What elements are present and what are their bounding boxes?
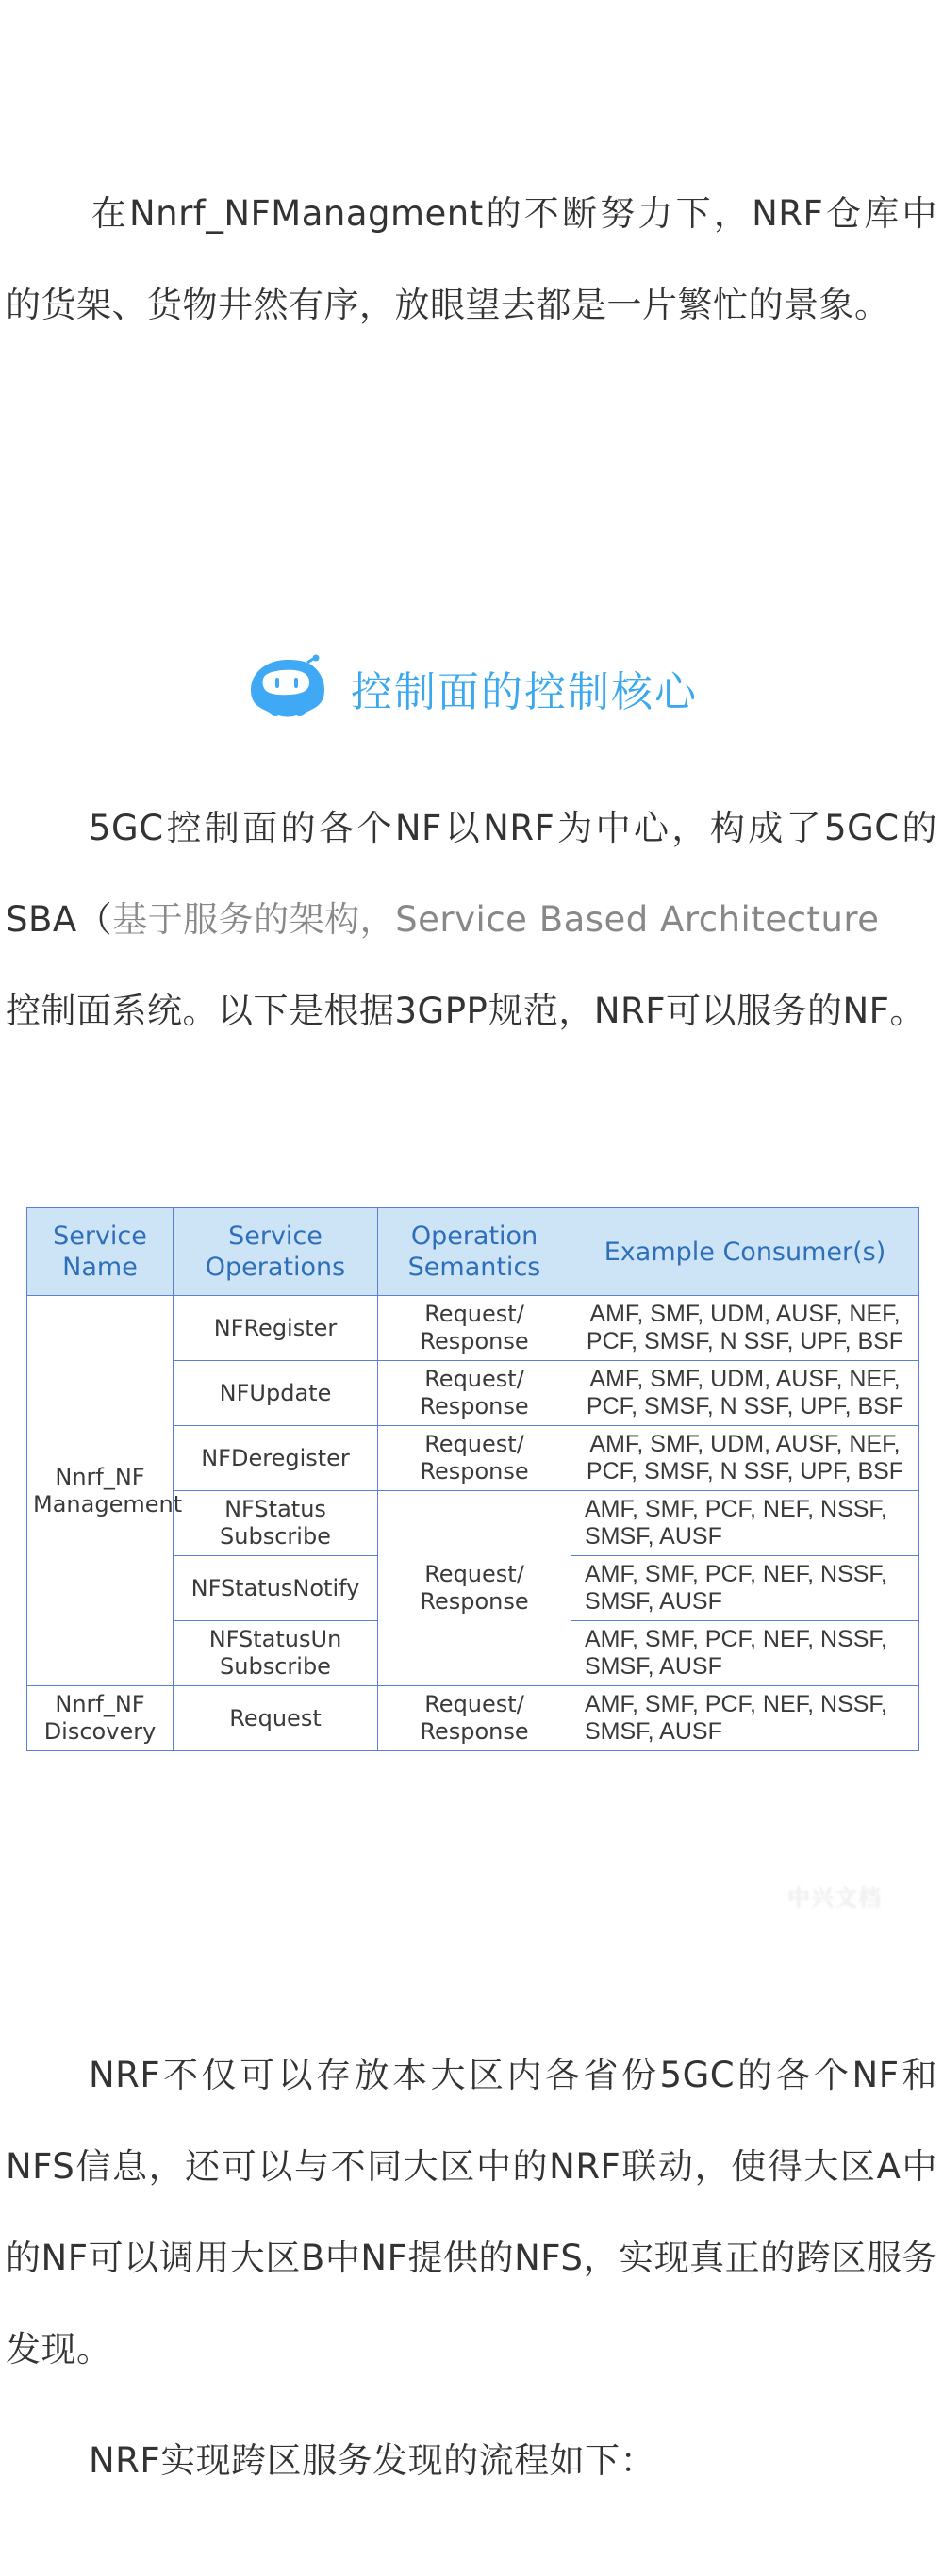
paragraph-text: NRF不仅可以存放本大区内各省份5GC的各个NF和NFS信息，还可以与不同大区中的NRF联动，使得大区A中的NF可以调用大区B中NF提供的NFS，实现真正的跨区服务发现。 xyxy=(6,2055,937,2370)
paragraph-text: 控制面系统。以下是根据3GPP规范，NRF可以服务的NF。 xyxy=(6,991,925,1031)
semantics-cell: Request/ Response xyxy=(378,1426,571,1491)
consumers-cell: AMF, SMF, PCF, NEF, NSSF, SMSF, AUSF xyxy=(571,1686,919,1751)
header-service-name: Service Name xyxy=(27,1208,174,1296)
operation-cell: NFRegister xyxy=(174,1296,378,1361)
paragraph-text: NRF实现跨区服务发现的流程如下： xyxy=(89,2440,656,2481)
service-name-cell: Nnrf_NF Discovery xyxy=(27,1686,174,1751)
operation-cell: NFStatus Subscribe xyxy=(174,1491,378,1556)
operation-cell: NFStatusUn Subscribe xyxy=(174,1621,378,1686)
section-title: 控制面的控制核心 xyxy=(351,668,698,716)
paragraph-text: 5GC控制面的各个NF以NRF为中心，构成了5GC的SBA（ xyxy=(6,808,937,940)
header-example-consumers: Example Consumer(s) xyxy=(571,1208,919,1296)
operation-cell: NFDeregister xyxy=(174,1426,378,1491)
paragraph-sba xyxy=(6,782,937,1057)
nrf-services-table xyxy=(26,1207,919,1751)
consumers-cell: AMF, SMF, UDM, AUSF, NEF, PCF, SMSF, N SSF, UPF, BSF xyxy=(571,1296,919,1361)
paragraph-cross-region xyxy=(6,2029,937,2395)
consumers-cell: AMF, SMF, UDM, AUSF, NEF, PCF, SMSF, N SSF, UPF, BSF xyxy=(571,1426,919,1491)
table-header-row xyxy=(27,1208,919,1296)
section-heading xyxy=(0,650,943,726)
consumers-cell: AMF, SMF, PCF, NEF, NSSF, SMSF, AUSF xyxy=(571,1621,919,1686)
semantics-cell: Request/ Response xyxy=(378,1361,571,1426)
consumers-cell: AMF, SMF, PCF, NEF, NSSF, SMSF, AUSF xyxy=(571,1556,919,1621)
table-row xyxy=(27,1296,919,1361)
paragraph-flow-intro xyxy=(6,2415,937,2506)
paragraph-text: 在Nnrf_NFManagment的不断努力下，NRF仓库中的货架、货物井然有序，放眼望去都是一片繁忙的景象。 xyxy=(6,193,937,325)
semantics-cell: Request/ Response xyxy=(378,1686,571,1751)
paragraph-nrf-warehouse xyxy=(6,168,937,351)
watermark: 中兴文档 xyxy=(787,1884,882,1911)
semantics-cell: Request/ Response xyxy=(378,1491,571,1686)
semantics-cell: Request/ Response xyxy=(378,1296,571,1361)
operation-cell: NFUpdate xyxy=(174,1361,378,1426)
robot-mascot-icon xyxy=(245,654,330,722)
operation-cell: NFStatusNotify xyxy=(174,1556,378,1621)
operation-cell: Request xyxy=(174,1686,378,1751)
consumers-cell: AMF, SMF, UDM, AUSF, NEF, PCF, SMSF, N SSF, UPF, BSF xyxy=(571,1361,919,1426)
table-row xyxy=(27,1686,919,1751)
paragraph-muted-text: 基于服务的架构，Service Based Architecture xyxy=(112,899,880,940)
header-operation-semantics: Operation Semantics xyxy=(378,1208,571,1296)
service-name-cell: Nnrf_NF Management xyxy=(27,1296,174,1686)
consumers-cell: AMF, SMF, PCF, NEF, NSSF, SMSF, AUSF xyxy=(571,1491,919,1556)
header-service-operations: Service Operations xyxy=(174,1208,378,1296)
